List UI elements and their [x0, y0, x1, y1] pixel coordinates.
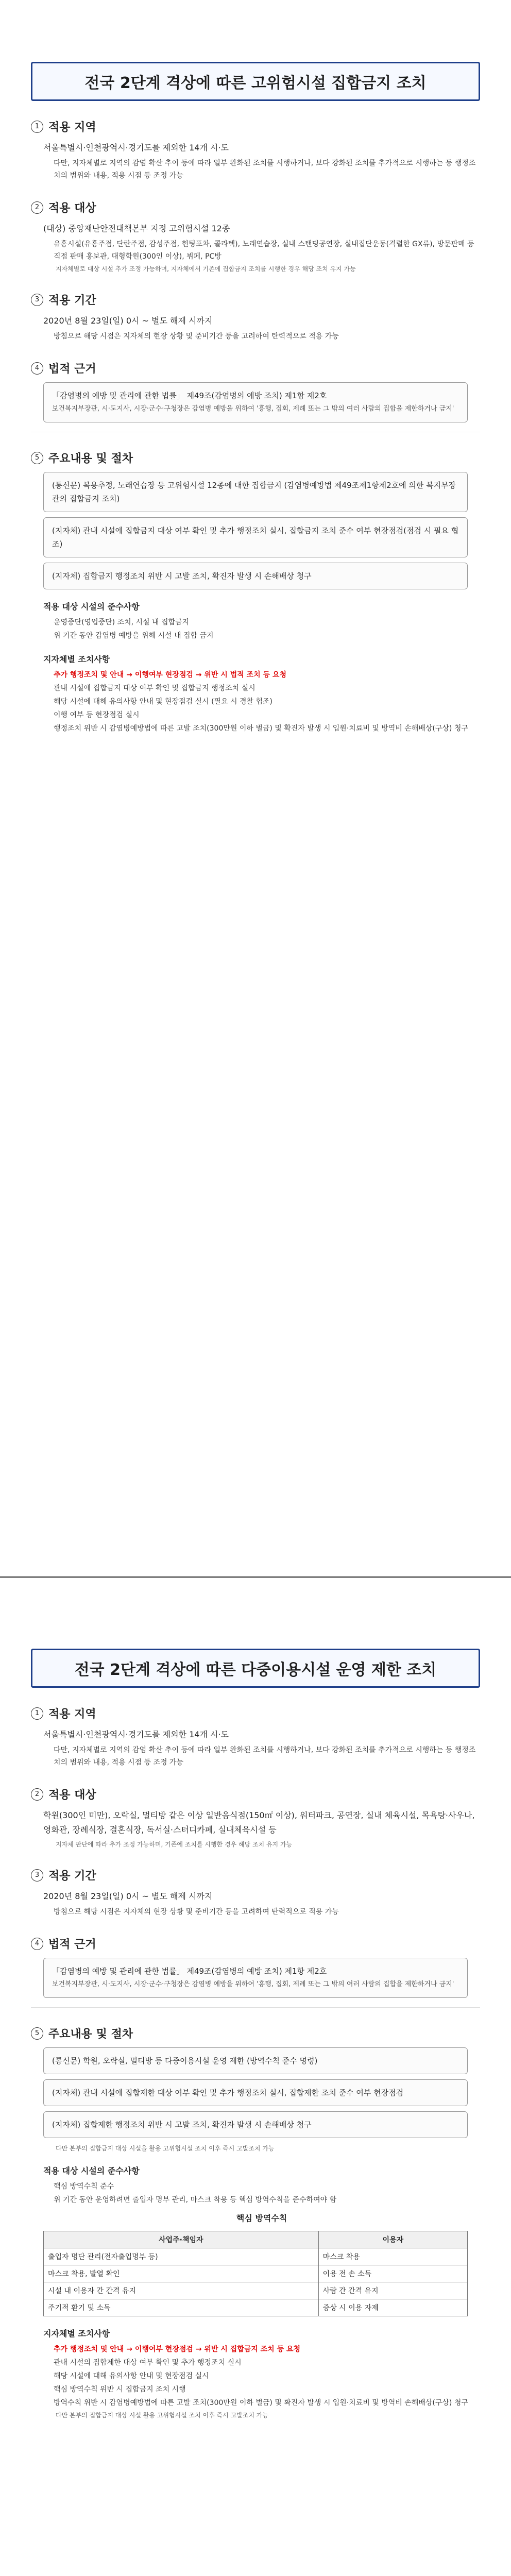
- header-region: 1 적용 지역: [31, 118, 480, 134]
- period-note: 방침으로 해당 시점은 지자체의 현장 상황 및 준비기간 등을 고려하여 탄력적으로 적용 가능: [54, 332, 339, 341]
- period-text: 2020년 8월 23일(일) 0시 ~ 별도 해제 시까지: [43, 316, 213, 326]
- circle-2-icon: 2: [31, 201, 43, 214]
- inspect-item: 해당 시설에 대해 유의사항 안내 및 현장점검 실시 (필요 시 경찰 협조): [54, 698, 273, 706]
- period-text: 2020년 8월 23일(일) 0시 ~ 별도 해제 시까지: [43, 1891, 213, 1901]
- target-item: 지자체 판단에 따라 추가 조정 가능하며, 기존에 조치를 시행한 경우 해당 조치 유지 가능: [56, 1841, 293, 1848]
- circle-1-icon: 1: [31, 121, 43, 133]
- process-header: 적용 대상 시설의 준수사항: [43, 602, 140, 612]
- rules-cell: 사람 간 간격 유지: [318, 2282, 467, 2299]
- rules-table: [43, 2231, 468, 2316]
- table-row: [44, 2299, 468, 2316]
- header-target: 2 적용 대상: [31, 1786, 480, 1802]
- header-target: 2 적용 대상: [31, 199, 480, 215]
- divider-line: [0, 1577, 511, 1578]
- callout-3: (지자체) 집합제한 행정조치 위반 시 고발 조치, 확진자 발생 시 손해배상 청구: [43, 2111, 468, 2138]
- circle-4-icon: 4: [31, 1938, 43, 1950]
- legal-text: 「감염병의 예방 및 관리에 관한 법률」 제49조(감염병의 예방 조치) 제1항 제2호: [52, 391, 327, 400]
- inspect-item: 추가 행정조치 및 안내 → 이행여부 현장점검 → 위반 시 법적 조치 등 요청: [54, 671, 286, 679]
- legal-callout: [43, 382, 468, 422]
- section-high-risk: [31, 62, 480, 736]
- circle-2-icon: 2: [31, 1788, 43, 1801]
- callout-2: (지자체) 관내 시설에 집합제한 대상 여부 확인 및 추가 행정조치 실시, 집합제한 조치 준수 여부 현장점검: [43, 2079, 468, 2106]
- rules-cell: 주기적 환기 및 소독: [44, 2299, 319, 2316]
- callout-2: (지자체) 관내 시설에 집합금지 대상 여부 확인 및 추가 행정조치 실시, 집합금지 조치 준수 여부 현장점검(점검 시 필요 협조): [43, 517, 468, 557]
- circle-4-icon: 4: [31, 362, 43, 375]
- section-multi-use: [31, 1649, 480, 2421]
- region-note: 다만, 지자체별로 지역의 감염 확산 추이 등에 따라 일부 완화된 조치를 시행하거나, 보다 강화된 조치를 추가적으로 시행하는 등 행정조치의 범위와 내용, 적용 시점 등 조정 가능: [54, 1746, 476, 1767]
- rules-head: 이용자: [318, 2231, 467, 2248]
- rules-cell: 시설 내 이용자 간 간격 유지: [44, 2282, 319, 2299]
- header-period: 3 적용 기간: [31, 1867, 480, 1883]
- header-region: 1 적용 지역: [31, 1705, 480, 1721]
- legal-callout: [43, 1958, 468, 1998]
- legal-note: 보건복지부장관, 시·도지사, 시장·군수·구청장은 감염병 예방을 위하여 '흥행, 집회, 제례 또는 그 밖의 여러 사람의 집합을 제한하거나 금지': [52, 405, 454, 413]
- inspect-item: 다만 본부의 집합금지 대상 시설 활용 고위험시설 조치 이후 즉시 고발조치 가능: [56, 2412, 268, 2419]
- circle-3-icon: 3: [31, 294, 43, 306]
- callout-1: (통신문) 복용추정, 노래연습장 등 고위험시설 12종에 대한 집합금지 (감염병예방법 제49조제1항제2호에 의한 복지부장관의 집합금지 조치): [43, 472, 468, 512]
- section-title: 전국 2단계 격상에 따른 고위험시설 집합금지 조치: [84, 74, 427, 92]
- legal-text: 「감염병의 예방 및 관리에 관한 법률」 제49조(감염병의 예방 조치) 제1항 제2호: [52, 1967, 327, 1976]
- target-item: 학원(300인 미만), 오락실, 멀티방 같은 이상 일반음식점(150㎡ 이상), 워터파크, 공연장, 실내 체육시설, 목욕탕·사우나, 영화관, 장례식장, 결혼식장, 독서실·스터디카페, 실내체육시설 등: [43, 1810, 475, 1835]
- process-item: 운영중단(영업중단) 조치, 시설 내 집합금지: [54, 618, 190, 626]
- circle-3-icon: 3: [31, 1869, 43, 1882]
- circle-1-icon: 1: [31, 1707, 43, 1720]
- legal-note: 보건복지부장관, 시·도지사, 시장·군수·구청장은 감염병 예방을 위하여 '흥행, 집회, 제례 또는 그 밖의 여러 사람의 집합을 제한하거나 금지': [52, 1980, 454, 1988]
- rules-cell: 마스크 착용, 발열 확인: [44, 2265, 319, 2282]
- callout-1: (통신문) 학원, 오락실, 멀티방 등 다중이용시설 운영 제한 (방역수칙 준수 명령): [43, 2047, 468, 2074]
- table-row: [44, 2248, 468, 2265]
- section-title-box: [31, 1649, 480, 1688]
- rules-cell: 증상 시 이용 자제: [318, 2299, 467, 2316]
- circle-5-icon: 5: [31, 2027, 43, 2040]
- header-content: 5 주요내용 및 절차: [31, 2025, 480, 2041]
- rules-cell: 마스크 착용: [318, 2248, 467, 2265]
- inspect-item: 행정조치 위반 시 감염병예방법에 따른 고발 조치(300만원 이하 벌금) 및 확진자 발생 시 입원·치료비 및 방역비 손해배상(구상) 청구: [54, 724, 468, 733]
- period-note: 방침으로 해당 시점은 지자체의 현장 상황 및 준비기간 등을 고려하여 탄력적으로 적용 가능: [54, 1908, 339, 1916]
- target-item: 유흥시설(유흥주점, 단란주점, 감성주점, 헌팅포차, 콜라텍), 노래연습장, 실내 스탠딩공연장, 실내집단운동(격렬한 GX류), 방문판매 등 직접 판매 홍보관, 대형학원(300인 이상), 뷔페, PC방: [54, 240, 474, 261]
- circle-5-icon: 5: [31, 452, 43, 464]
- inspect-item: 관내 시설의 집합제한 대상 여부 확인 및 추가 행정조치 실시: [54, 2359, 242, 2367]
- process-item: 위 기간 동안 운영하려면 출입자 명부 관리, 마스크 착용 등 핵심 방역수칙을 준수하여야 함: [54, 2196, 337, 2204]
- table-row: [44, 2265, 468, 2282]
- inspect-item: 이행 여부 등 현장점검 실시: [54, 711, 140, 719]
- table-row: [44, 2282, 468, 2299]
- header-period: 3 적용 기간: [31, 292, 480, 308]
- inspect-item: 관내 시설에 집합금지 대상 여부 확인 및 집합금지 행정조치 실시: [54, 684, 256, 692]
- callout-3: (지자체) 집합금지 행정조치 위반 시 고발 조치, 확진자 발생 시 손해배상 청구: [43, 563, 468, 589]
- process-header: 적용 대상 시설의 준수사항: [43, 2166, 140, 2176]
- inspect-item: 해당 시설에 대해 유의사항 안내 및 현장점검 실시: [54, 2372, 209, 2380]
- region-text: 서울특별시·인천광역시·경기도를 제외한 14개 시·도: [43, 1730, 229, 1739]
- process-item: 핵심 방역수칙 준수: [54, 2182, 114, 2191]
- rules-head: 사업주·책임자: [44, 2231, 319, 2248]
- header-content: 5 주요내용 및 절차: [31, 450, 480, 466]
- inspect-item: 방역수칙 위반 시 감염병예방법에 따른 고발 조치(300만원 이하 벌금) 및 확진자 발생 시 입원·치료비 및 방역비 손해배상(구상) 청구: [54, 2399, 468, 2407]
- inspect-item: 핵심 방역수칙 위반 시 집합금지 조치 시행: [54, 2385, 186, 2394]
- inspect-header: 지자체별 조치사항: [43, 654, 110, 664]
- inspect-header: 지자체별 조치사항: [43, 2329, 110, 2338]
- target-item: (대상) 중앙재난안전대책본부 지정 고위험시설 12종: [43, 224, 230, 233]
- rules-cell: 출입자 명단 관리(전자출입명부 등): [44, 2248, 319, 2265]
- section-title: 전국 2단계 격상에 따른 다중이용시설 운영 제한 조치: [74, 1661, 437, 1679]
- rules-cell: 이용 전 손 소독: [318, 2265, 467, 2282]
- region-note: 다만, 지자체별로 지역의 감염 확산 추이 등에 따라 일부 완화된 조치를 시행하거나, 보다 강화된 조치를 추가적으로 시행하는 등 행정조치의 범위와 내용, 적용 시점 등 조정 가능: [54, 159, 476, 180]
- header-legal: 4 법적 근거: [31, 360, 480, 376]
- region-text: 서울특별시·인천광역시·경기도를 제외한 14개 시·도: [43, 143, 229, 152]
- rules-title: 핵심 방역수칙: [236, 2213, 287, 2223]
- header-legal: 4 법적 근거: [31, 1936, 480, 1952]
- process-item: 위 기간 동안 감염병 예방을 위해 시설 내 집합 금지: [54, 632, 214, 640]
- callout-note: 다만 본부의 집합금지 대상 시설을 활용 고위험시설 조치 이후 즉시 고발조치 가능: [56, 2145, 275, 2152]
- target-item: 지자체별로 대상 시설 추가 조정 가능하며, 지자체에서 기존에 집합금지 조치를 시행한 경우 해당 조치 유지 가능: [56, 265, 356, 273]
- inspect-item: 추가 행정조치 및 안내 → 이행여부 현장점검 → 위반 시 집합금지 조치 등 요청: [54, 2345, 301, 2353]
- section-title-box: [31, 62, 480, 101]
